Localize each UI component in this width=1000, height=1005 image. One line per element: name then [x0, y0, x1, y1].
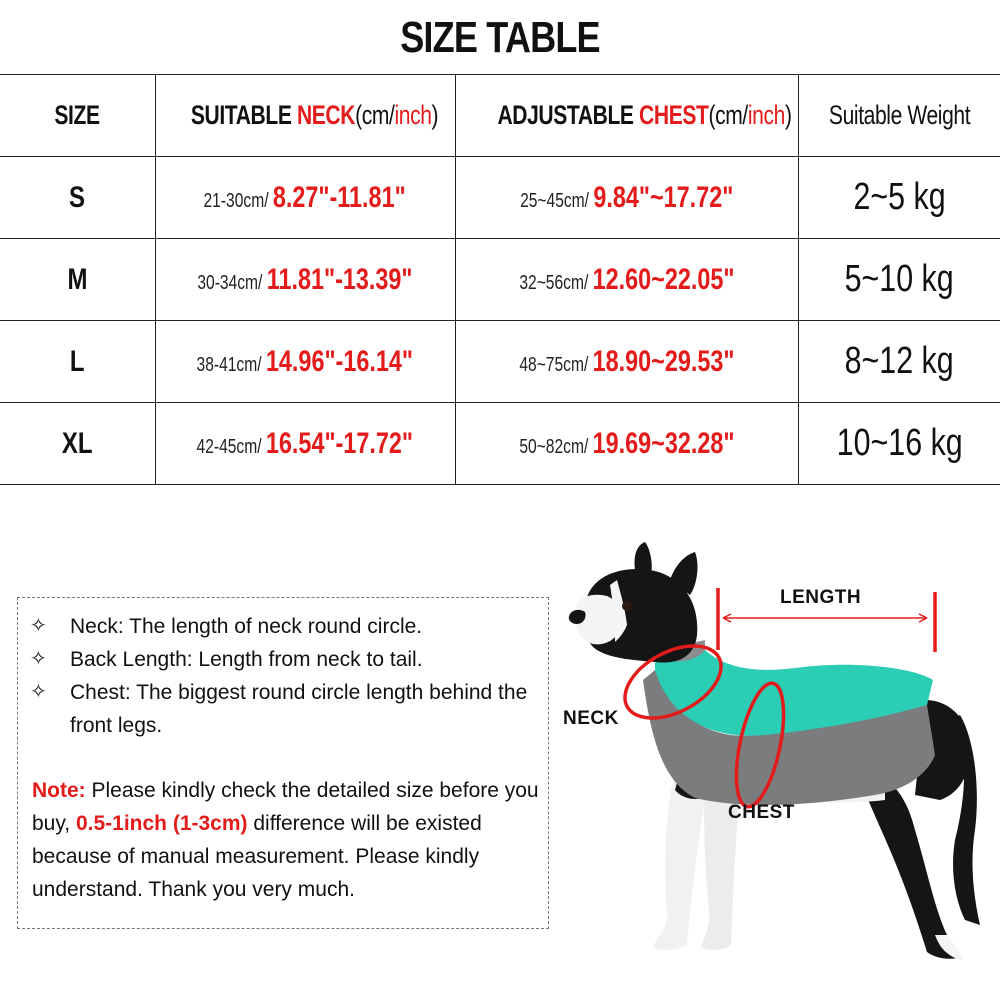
- table-row: [0, 157, 1000, 239]
- table-row: [0, 239, 1000, 321]
- weight-cell: 8~12 kg: [798, 321, 1000, 403]
- header-neck: SUITABLE NECK(cm/inch): [155, 75, 455, 157]
- header-weight: Suitable Weight: [798, 75, 1000, 157]
- length-label: LENGTH: [780, 587, 862, 608]
- neck-cell: 30-34cm/ 11.81"-13.39": [155, 239, 455, 321]
- size-cell: S: [0, 157, 155, 239]
- size-cell: M: [0, 239, 155, 321]
- measurement-info-box: [17, 597, 549, 929]
- neck-cell: 21-30cm/ 8.27"-11.81": [155, 157, 455, 239]
- note-highlight: 0.5-1inch (1-3cm): [75, 812, 248, 835]
- four-point-star-icon: ✧: [30, 615, 47, 637]
- four-point-star-icon: ✧: [30, 648, 47, 670]
- weight-cell: 10~16 kg: [798, 403, 1000, 485]
- dog-measurement-diagram: [555, 540, 1000, 1000]
- list-item: ✧ Chest: The biggest round circle length behind the front legs.: [30, 676, 550, 742]
- dog-illustration: [555, 540, 1000, 1000]
- neck-label: NECK: [563, 708, 619, 729]
- note-label: Note:: [32, 779, 86, 802]
- four-point-star-icon: ✧: [30, 681, 47, 703]
- list-item: ✧ Neck: The length of neck round circle.: [30, 610, 550, 643]
- weight-cell: 2~5 kg: [798, 157, 1000, 239]
- chest-cell: 25~45cm/ 9.84"~17.72": [455, 157, 798, 239]
- size-table: [0, 74, 1000, 485]
- size-cell: XL: [0, 403, 155, 485]
- size-cell: L: [0, 321, 155, 403]
- header-size: SIZE: [0, 75, 155, 157]
- chest-cell: 48~75cm/ 18.90~29.53": [455, 321, 798, 403]
- weight-cell: 5~10 kg: [798, 239, 1000, 321]
- list-item: ✧ Back Length: Length from neck to tail.: [30, 643, 550, 676]
- bullet-list: [30, 610, 550, 742]
- page-title: SIZE TABLE: [400, 13, 600, 62]
- table-row: [0, 321, 1000, 403]
- table-row: [0, 403, 1000, 485]
- chest-cell: 50~82cm/ 19.69~32.28": [455, 403, 798, 485]
- chest-label: CHEST: [728, 802, 795, 823]
- note-paragraph: Note: Please kindly check the detailed size before you buy, 0.5-1inch (1-3cm) difference will be existed because of manual measurement. Please kindly understand. Thank you very much.: [32, 779, 539, 901]
- neck-cell: 42-45cm/ 16.54"-17.72": [155, 403, 455, 485]
- neck-cell: 38-41cm/ 14.96"-16.14": [155, 321, 455, 403]
- chest-cell: 32~56cm/ 12.60~22.05": [455, 239, 798, 321]
- header-chest: ADJUSTABLE CHEST(cm/inch): [455, 75, 798, 157]
- table-header-row: [0, 75, 1000, 157]
